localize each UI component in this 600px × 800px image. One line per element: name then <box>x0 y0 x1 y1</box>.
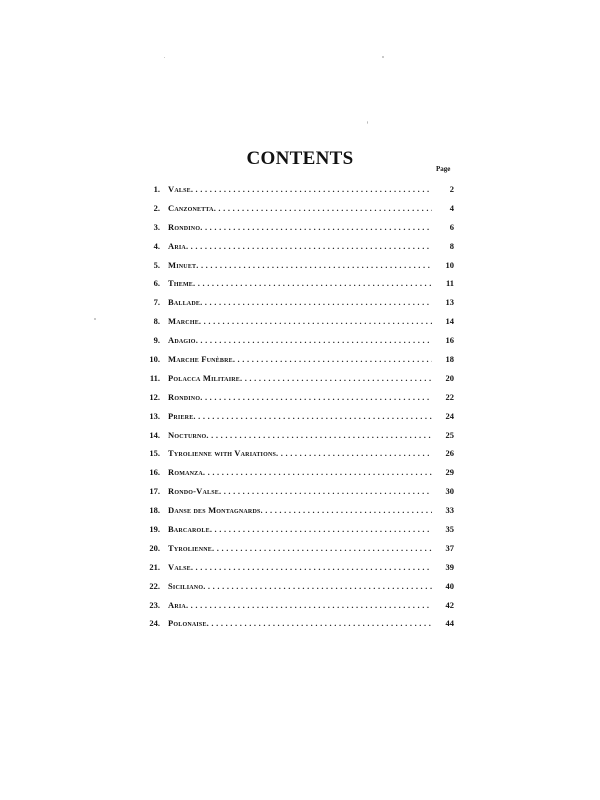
entry-title: Adagio <box>168 335 196 346</box>
dot-leader <box>207 618 432 628</box>
entry-page-number: 39 <box>445 561 454 572</box>
entry-title-area <box>168 411 432 421</box>
page-title: CONTENTS <box>246 148 354 169</box>
entry-number: 6. <box>153 278 160 289</box>
dot-leader <box>214 203 432 213</box>
contents-entry <box>0 483 600 502</box>
contents-entry <box>0 389 600 408</box>
contents-entry <box>0 597 600 616</box>
entry-title: Polonaise <box>168 618 207 629</box>
entry-title-area <box>168 297 432 307</box>
entry-title-area <box>168 316 432 326</box>
entry-title-area <box>168 486 432 496</box>
entry-number: 9. <box>153 335 160 346</box>
dot-leader <box>240 373 432 383</box>
entry-title: Siciliano <box>168 580 204 591</box>
entry-page-number: 13 <box>445 297 454 308</box>
contents-entry <box>0 445 600 464</box>
entry-page-number: 30 <box>445 486 454 497</box>
entry-title-area <box>168 278 432 288</box>
entry-title: Canzonetta <box>168 202 214 213</box>
entry-title: Danse des Montagnards <box>168 505 261 516</box>
dot-leader <box>203 581 432 591</box>
entry-title: Romanza <box>168 467 203 478</box>
entry-title-area <box>168 373 432 383</box>
contents-entry <box>0 427 600 446</box>
page-column-label: Page <box>436 165 451 173</box>
contents-entry <box>0 408 600 427</box>
entry-title: Aria <box>168 240 186 251</box>
entry-title-area <box>168 543 432 553</box>
entry-number: 4. <box>153 240 160 251</box>
entry-title-area <box>168 241 432 251</box>
entry-title: Rondino <box>168 391 201 402</box>
entry-number: 19. <box>149 524 160 535</box>
entry-number: 16. <box>149 467 160 478</box>
entry-title: Ballade <box>168 297 201 308</box>
contents-entry <box>0 521 600 540</box>
entry-title: Aria <box>168 599 186 610</box>
entry-page-number: 42 <box>445 599 454 610</box>
entry-number: 24. <box>149 618 160 629</box>
entry-page-number: 44 <box>445 618 454 629</box>
dot-leader <box>233 354 432 364</box>
entry-page-number: 6 <box>449 221 454 232</box>
entry-number: 15. <box>149 448 160 459</box>
dot-leader <box>210 524 432 534</box>
dot-leader <box>199 316 432 326</box>
contents-entry <box>0 238 600 257</box>
dot-leader <box>206 430 432 440</box>
entry-page-number: 11 <box>445 278 454 289</box>
entry-page-number: 10 <box>445 259 454 270</box>
contents-entry <box>0 332 600 351</box>
entry-number: 22. <box>149 580 160 591</box>
contents-list <box>0 181 600 634</box>
entry-title-area <box>168 448 432 458</box>
dot-leader <box>186 241 432 251</box>
dot-leader <box>200 222 432 232</box>
contents-entry <box>0 559 600 578</box>
scan-speck <box>164 57 165 58</box>
entry-title-area <box>168 562 432 572</box>
entry-number: 10. <box>149 354 160 365</box>
entry-title: Valse <box>168 561 191 572</box>
entry-title: Priere <box>168 410 194 421</box>
entry-page-number: 40 <box>445 580 454 591</box>
contents-entry <box>0 313 600 332</box>
contents-entry <box>0 370 600 389</box>
contents-entry <box>0 200 600 219</box>
entry-number: 18. <box>149 505 160 516</box>
entry-title-area <box>168 618 432 628</box>
entry-page-number: 35 <box>445 524 454 535</box>
entry-number: 12. <box>149 391 160 402</box>
entry-number: 2. <box>153 202 160 213</box>
entry-title-area <box>168 505 432 515</box>
entry-title-area <box>168 600 432 610</box>
entry-page-number: 4 <box>449 202 454 213</box>
entry-number: 3. <box>153 221 160 232</box>
dot-leader <box>261 505 432 515</box>
entry-page-number: 14 <box>445 316 454 327</box>
contents-entry <box>0 219 600 238</box>
entry-title: Marche Funèbre <box>168 354 233 365</box>
dot-leader <box>203 467 432 477</box>
entry-number: 20. <box>149 542 160 553</box>
entry-title: Tyrolienne <box>168 542 213 553</box>
contents-entry <box>0 275 600 294</box>
entry-number: 7. <box>153 297 160 308</box>
entry-title: Nocturno <box>168 429 207 440</box>
entry-title: Tyrolienne with Variations <box>168 448 277 459</box>
entry-page-number: 26 <box>445 448 454 459</box>
dot-leader <box>200 297 432 307</box>
entry-page-number: 33 <box>445 505 454 516</box>
contents-entry <box>0 540 600 559</box>
entry-number: 21. <box>149 561 160 572</box>
entry-title-area <box>168 392 432 402</box>
scan-speck <box>382 56 384 58</box>
scan-speck <box>367 121 368 124</box>
entry-number: 17. <box>149 486 160 497</box>
entry-title: Valse <box>168 184 191 194</box>
entry-page-number: 37 <box>445 542 454 553</box>
entry-page-number: 20 <box>445 372 454 383</box>
entry-page-number: 25 <box>445 429 454 440</box>
dot-leader <box>191 184 432 194</box>
entry-title: Marche <box>168 316 199 327</box>
contents-entry <box>0 294 600 313</box>
contents-entry <box>0 615 600 634</box>
entry-title: Minuet <box>168 259 197 270</box>
contents-entry <box>0 257 600 276</box>
dot-leader <box>193 278 432 288</box>
dot-leader <box>193 411 432 421</box>
entry-page-number: 18 <box>445 354 454 365</box>
dot-leader <box>200 392 432 402</box>
entry-page-number: 24 <box>445 410 454 421</box>
entry-title-area <box>168 524 432 534</box>
entry-title: Rondo-Valse <box>168 486 219 497</box>
contents-entry <box>0 181 600 200</box>
entry-title: Theme <box>168 278 194 289</box>
entry-page-number: 8 <box>449 240 454 251</box>
contents-entry <box>0 502 600 521</box>
entry-title-area <box>168 335 432 345</box>
dot-leader <box>186 600 432 610</box>
contents-entry <box>0 351 600 370</box>
entry-number: 5. <box>153 259 160 270</box>
entry-title-area <box>168 581 432 591</box>
dot-leader <box>191 562 432 572</box>
entry-number: 23. <box>149 599 160 610</box>
entry-number: 1. <box>153 184 160 194</box>
dot-leader <box>276 448 432 458</box>
entry-title-area <box>168 184 432 194</box>
entry-title-area <box>168 467 432 477</box>
entry-title-area <box>168 260 432 270</box>
entry-title: Polacca Militaire <box>168 372 240 383</box>
entry-title-area <box>168 222 432 232</box>
entry-number: 11. <box>149 372 160 383</box>
dot-leader <box>212 543 432 553</box>
dot-leader <box>219 486 432 496</box>
entry-title-area <box>168 430 432 440</box>
entry-page-number: 22 <box>445 391 454 402</box>
entry-page-number: 29 <box>445 467 454 478</box>
entry-number: 13. <box>149 410 160 421</box>
entry-page-number: 2 <box>449 184 454 194</box>
entry-page-number: 16 <box>445 335 454 346</box>
contents-entry <box>0 578 600 597</box>
dot-leader <box>196 260 432 270</box>
entry-title: Barcarole <box>168 524 210 535</box>
contents-entry <box>0 464 600 483</box>
entry-title: Rondino <box>168 221 201 232</box>
entry-title-area <box>168 354 432 364</box>
entry-number: 14. <box>149 429 160 440</box>
entry-title-area <box>168 203 432 213</box>
dot-leader <box>196 335 432 345</box>
entry-number: 8. <box>153 316 160 327</box>
